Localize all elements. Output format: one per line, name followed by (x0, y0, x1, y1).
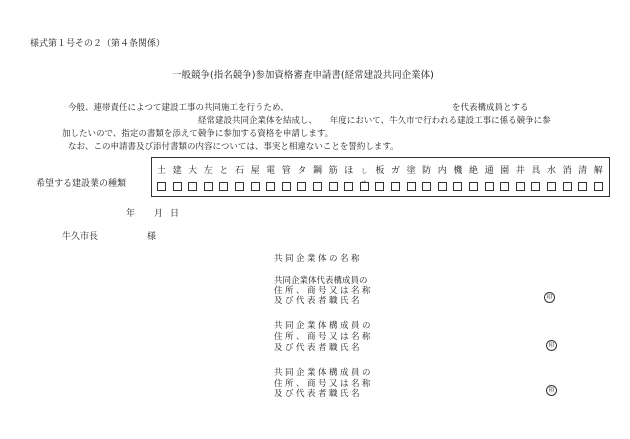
industry-checkbox-12[interactable] (329, 182, 338, 191)
industry-checkbox-4[interactable] (204, 182, 213, 191)
industry-checkbox-3[interactable] (188, 182, 197, 191)
industry-checkbox-13[interactable] (344, 182, 353, 191)
industry-label-5: と (219, 166, 229, 176)
industry-label-18: 防 (422, 166, 432, 176)
industry-label-3: 大 (188, 166, 198, 176)
industry-label-17: 塗 (406, 166, 416, 176)
industry-label-24: 井 (515, 166, 525, 176)
industry-label-9: 管 (281, 166, 291, 176)
industry-label-28: 清 (578, 166, 588, 176)
industry-checkbox-6[interactable] (235, 182, 244, 191)
addressee-honorific: 様 (147, 232, 157, 242)
industry-label-19: 内 (437, 166, 447, 176)
industry-checkbox-16[interactable] (391, 182, 400, 191)
member-1-seal: 印 (544, 292, 555, 303)
industry-checkbox-25[interactable] (531, 182, 540, 191)
member-2-line-2: 住所、商号又は名称 (274, 332, 374, 342)
industry-label-29: 解 (593, 166, 603, 176)
industry-checkbox-2[interactable] (173, 182, 182, 191)
member-1-line-1: 共同企業体代表構成員の (274, 276, 368, 286)
industry-checkbox-28[interactable] (578, 182, 587, 191)
industry-label-6: 石 (234, 166, 244, 176)
body-line-4: なお、この申請書及び添付書類の内容については、事実と相違ないことを誓約します。 (68, 142, 399, 152)
body-line-2: 経常建設共同企業体を結成し、 年度において、牛久市で行われる建設工事に係る競争に参 (198, 116, 551, 126)
industry-checkbox-7[interactable] (251, 182, 260, 191)
industry-label-16: ガ (390, 166, 400, 176)
date-month: 月 (154, 209, 164, 219)
industry-checkbox-21[interactable] (469, 182, 478, 191)
industry-checkbox-11[interactable] (313, 182, 322, 191)
body-line-3: 加したいので、指定の書類を添えて競争に参加する資格を申請します。 (62, 129, 334, 139)
industry-selection-box (151, 157, 610, 197)
industry-label-10: タ (297, 166, 307, 176)
industry-checkbox-14[interactable] (360, 182, 369, 191)
industry-label: 希望する建設業の種類 (36, 179, 127, 189)
industry-checkbox-22[interactable] (485, 182, 494, 191)
industry-checkbox-15[interactable] (375, 182, 384, 191)
member-2-line-3: 及び代表者職氏名 (274, 343, 363, 353)
industry-checkbox-23[interactable] (500, 182, 509, 191)
industry-checkbox-1[interactable] (157, 182, 166, 191)
industry-label-26: 水 (546, 166, 556, 176)
industry-label-27: 消 (562, 166, 572, 176)
industry-checkbox-24[interactable] (516, 182, 525, 191)
industry-checkbox-27[interactable] (563, 182, 572, 191)
industry-label-15: 板 (375, 166, 385, 176)
industry-checkbox-17[interactable] (407, 182, 416, 191)
industry-label-13: ほ (344, 166, 354, 176)
industry-label-7: 屋 (250, 166, 260, 176)
industry-checkbox-19[interactable] (438, 182, 447, 191)
body-line-1b: を代表構成員とする (452, 103, 529, 113)
member-1-line-3: 及び代表者職氏名 (274, 296, 363, 306)
industry-label-2: 建 (172, 166, 182, 176)
member-3-seal: 印 (546, 385, 557, 396)
member-1-line-2: 住所、商号又は名称 (274, 286, 374, 296)
industry-label-8: 電 (266, 166, 276, 176)
industry-checkbox-18[interactable] (422, 182, 431, 191)
member-2-seal: 印 (546, 340, 557, 351)
member-2-line-1: 共同企業体構成員の (274, 321, 374, 331)
industry-label-12: 筋 (328, 166, 338, 176)
industry-label-20: 機 (453, 166, 463, 176)
industry-label-11: 鋼 (312, 166, 322, 176)
industry-checkbox-20[interactable] (453, 182, 462, 191)
industry-label-4: 左 (203, 166, 213, 176)
industry-label-14: し (361, 167, 368, 175)
jv-name-label: 共同企業体の名称 (274, 254, 363, 264)
industry-checkbox-9[interactable] (282, 182, 291, 191)
industry-label-21: 絶 (468, 166, 478, 176)
industry-label-1: 土 (156, 166, 166, 176)
addressee-name: 牛久市長 (62, 232, 99, 242)
date-day: 日 (170, 209, 180, 219)
representative-name-blank[interactable] (318, 101, 448, 113)
document-title: 一般競争(指名競争)参加資格審査申請書(経常建設共同企業体) (172, 70, 434, 81)
industry-label-23: 園 (500, 166, 510, 176)
member-3-line-1: 共同企業体構成員の (274, 368, 374, 378)
industry-label-25: 具 (531, 166, 541, 176)
industry-label-22: 通 (484, 166, 494, 176)
member-3-line-3: 及び代表者職氏名 (274, 389, 363, 399)
date-year: 年 (126, 209, 136, 219)
member-3-line-2: 住所、商号又は名称 (274, 379, 374, 389)
industry-checkbox-8[interactable] (266, 182, 275, 191)
industry-checkbox-10[interactable] (297, 182, 306, 191)
industry-checkbox-29[interactable] (594, 182, 603, 191)
body-line-1a: 今般、連帯責任によつて建設工事の共同施工を行うため、 (68, 103, 289, 113)
form-number: 様式第１号その２（第４条関係） (30, 39, 166, 49)
industry-checkbox-5[interactable] (219, 182, 228, 191)
industry-checkbox-26[interactable] (547, 182, 556, 191)
